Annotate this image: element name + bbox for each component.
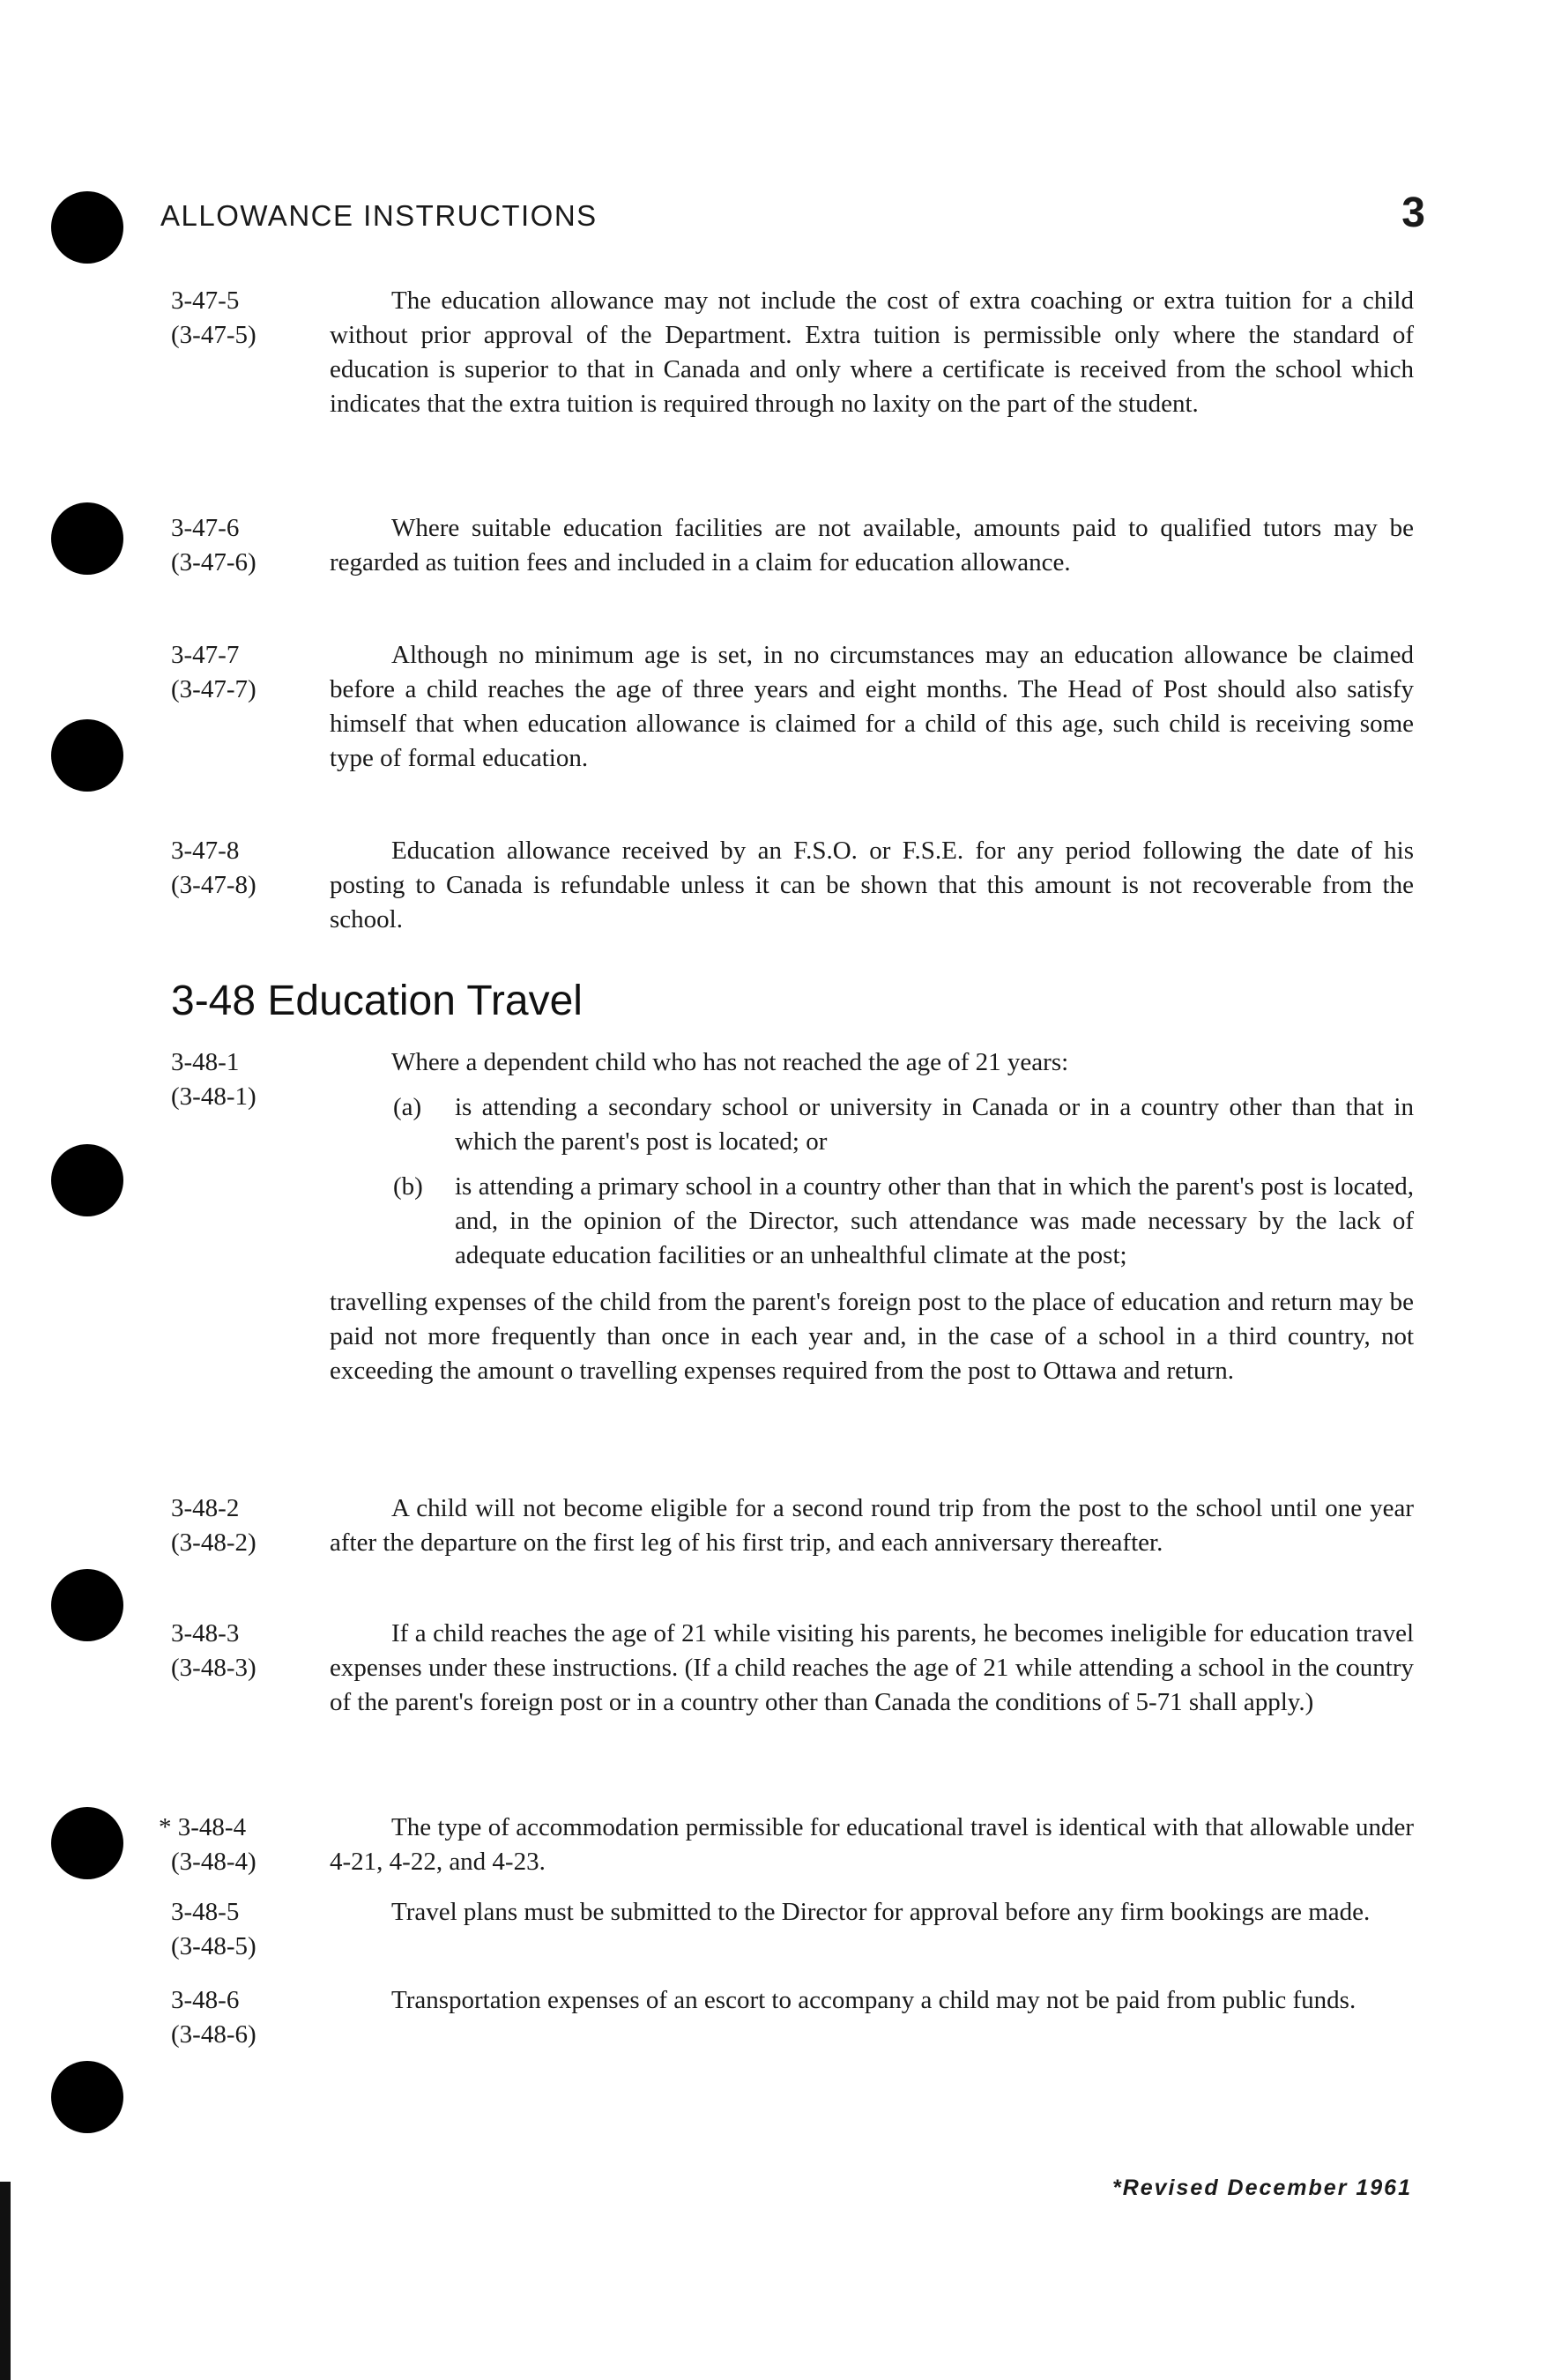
paragraph-number: 3-48-6 (3-48-6) [171, 1986, 256, 2049]
paragraph-3-47-5 [171, 284, 1414, 421]
paragraph-text: Although no minimum age is set, in no circumstances may an education allowance be claimed before a child reaches the age of three years and eight months. The Head of Post should also satisfy himself that when education allowance is claimed for a child of this age, such child is receiving some type of formal education. [330, 641, 1414, 772]
binder-hole [51, 719, 123, 792]
revision-note: *Revised December 1961 [1111, 2175, 1412, 2200]
paragraph-text: Where suitable education facilities are not available, amounts paid to qualified tutors may be regarded as tuition fees and included in a claim for education allowance. [330, 514, 1414, 576]
paragraph-3-48-1 [171, 1045, 1414, 1388]
page-edge-shadow [0, 2182, 11, 2380]
binder-hole [51, 502, 123, 575]
paragraph-3-47-8 [171, 834, 1414, 937]
paragraph-3-48-5 [171, 1895, 1414, 1960]
paragraph-number: 3-48-3 (3-48-3) [171, 1619, 256, 1682]
paragraph-text: Education allowance received by an F.S.O. or F.S.E. for any period following the date of his posting to Canada is refundable unless it can be shown that this amount is not recoverable from the school. [330, 837, 1414, 933]
list-item-label: (a) [393, 1093, 422, 1121]
paragraph-lead: Where a dependent child who has not reached the age of 21 years: [391, 1048, 1069, 1076]
paragraph-tail: travelling expenses of the child from the parent's foreign post to the place of education and return may be paid not more frequently than once in each year and, in the case of a school in a third country, not exceeding the amount o travelling expenses required from the post to Ottawa and return. [330, 1288, 1414, 1385]
paragraph-text: The type of accommodation permissible for educational travel is identical with that allowable under 4-21, 4-22, and 4-23. [330, 1813, 1414, 1876]
binder-hole [51, 1144, 123, 1216]
list-item-text: is attending a primary school in a country other than that in which the parent's post is located, and, in the opinion of the Director, such attendance was made necessary by the lack of adequate education facilities or an unhealthful climate at the post; [455, 1172, 1414, 1269]
paragraph-3-47-7 [171, 638, 1414, 776]
paragraph-number: * 3-48-4 (3-48-4) [159, 1813, 256, 1876]
paragraph-text: The education allowance may not include the cost of extra coaching or extra tuition for a child without prior approval of the Department. Extra tuition is permissible only where the standard of education is superior to that in Canada and only where a certificate is received from the school which indicates that the extra tuition is required through no laxity on the part of the student. [330, 286, 1414, 418]
paragraph-number: 3-48-5 (3-48-5) [171, 1898, 256, 1960]
running-head: ALLOWANCE INSTRUCTIONS [160, 199, 598, 232]
paragraph-number: 3-47-5 (3-47-5) [171, 286, 256, 349]
paragraph-3-47-6 [171, 511, 1414, 580]
list-item-text: is attending a secondary school or university in Canada or in a country other than that in which the parent's post is located; or [455, 1093, 1414, 1156]
list-item [330, 1170, 1414, 1273]
binder-hole [51, 1569, 123, 1641]
paragraph-number: 3-47-6 (3-47-6) [171, 514, 256, 576]
paragraph-number: 3-47-7 (3-47-7) [171, 641, 256, 703]
paragraph-number: 3-48-1 (3-48-1) [171, 1048, 256, 1111]
paragraph-3-48-2 [171, 1491, 1414, 1560]
list-item-label: (b) [393, 1172, 423, 1201]
paragraph-text: A child will not become eligible for a second round trip from the post to the school until one year after the departure on the first leg of his first trip, and each anniversary thereafter. [330, 1494, 1414, 1557]
paragraph-3-48-4 [159, 1811, 1414, 1879]
section-title: 3-48 Education Travel [171, 978, 583, 1024]
page-number: 3 [1401, 190, 1425, 236]
paragraph-3-48-3 [171, 1617, 1414, 1720]
paragraph-text: Transportation expenses of an escort to accompany a child may not be paid from public funds. [391, 1986, 1356, 2014]
binder-hole [51, 191, 123, 264]
binder-hole [51, 1807, 123, 1879]
list-item [330, 1090, 1414, 1159]
paragraph-number: 3-47-8 (3-47-8) [171, 837, 256, 899]
paragraph-text: If a child reaches the age of 21 while visiting his parents, he becomes ineligible for education travel expenses under these instructions. (If a child reaches the age of 21 while attending a school in the country of the parent's foreign post or in a country other than Canada the conditions of 5-71 shall apply.) [330, 1619, 1414, 1716]
paragraph-3-48-6 [171, 1983, 1414, 2049]
paragraph-text: Travel plans must be submitted to the Director for approval before any firm bookings are made. [391, 1898, 1371, 1926]
binder-hole [51, 2061, 123, 2133]
paragraph-number: 3-48-2 (3-48-2) [171, 1494, 256, 1557]
page-header [160, 189, 1425, 242]
